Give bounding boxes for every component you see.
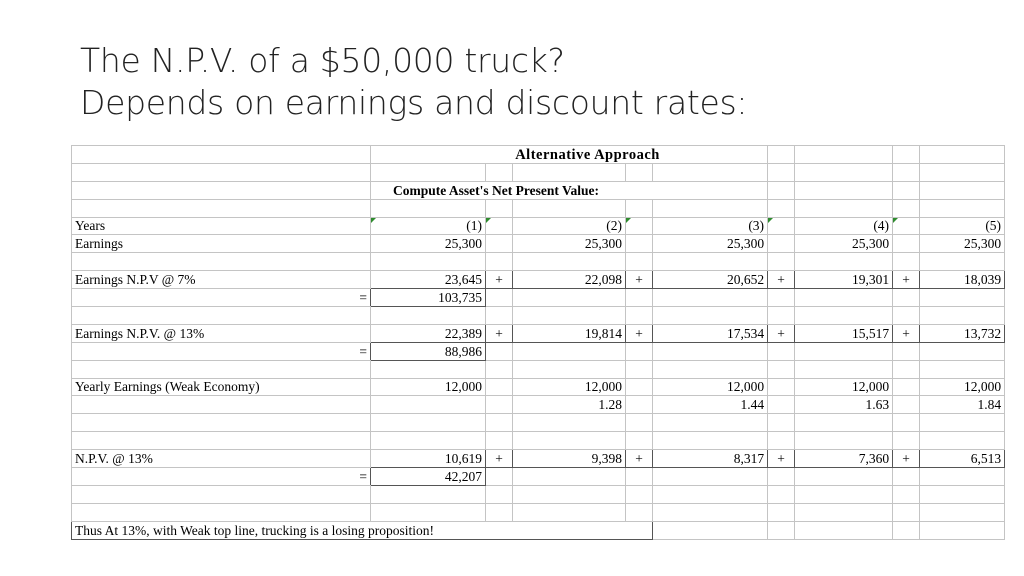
npv-weak-label: N.P.V. @ 13% (72, 450, 371, 468)
npv13-cell: 13,732 (920, 324, 1005, 342)
plus-sign: + (768, 324, 795, 342)
npv13-cell: 15,517 (795, 324, 893, 342)
npv-weak-cell: 8,317 (653, 450, 768, 468)
table-row (72, 485, 1005, 503)
year-cell: (3) (653, 217, 768, 235)
years-label: Years (72, 217, 371, 235)
plus-sign: + (626, 271, 653, 289)
table-row (72, 163, 1005, 181)
table-row (72, 146, 1005, 164)
table-row (72, 217, 1005, 235)
earnings-cell: 25,300 (653, 235, 768, 253)
earnings-cell: 25,300 (795, 235, 893, 253)
plus-sign: + (626, 450, 653, 468)
plus-sign: + (768, 450, 795, 468)
weak-earnings-label: Yearly Earnings (Weak Economy) (72, 378, 371, 396)
title-line-2: Depends on earnings and discount rates: (80, 83, 748, 122)
discount-factor-cell: 1.63 (795, 396, 893, 414)
plus-sign: + (893, 324, 920, 342)
npv-weak-total: 42,207 (371, 468, 486, 486)
earnings-cell: 25,300 (920, 235, 1005, 253)
weak-earnings-cell: 12,000 (795, 378, 893, 396)
weak-earnings-cell: 12,000 (513, 378, 626, 396)
table-row (72, 468, 1005, 486)
equals-sign: = (72, 289, 371, 307)
equals-sign: = (72, 468, 371, 486)
plus-sign: + (768, 271, 795, 289)
table-row (72, 378, 1005, 396)
year-cell: (4) (795, 217, 893, 235)
discount-factor-cell: 1.44 (653, 396, 768, 414)
plus-sign: + (486, 450, 513, 468)
earnings-label: Earnings (72, 235, 371, 253)
conclusion-text: Thus At 13%, with Weak top line, trucking is a losing proposition! (72, 521, 653, 539)
npv13-label: Earnings N.P.V. @ 13% (72, 324, 371, 342)
table-row (72, 342, 1005, 360)
plus-sign: + (486, 271, 513, 289)
npv-weak-cell: 6,513 (920, 450, 1005, 468)
plus-sign: + (486, 324, 513, 342)
table-row (72, 432, 1005, 450)
plus-sign: + (893, 271, 920, 289)
npv7-cell: 23,645 (371, 271, 486, 289)
weak-earnings-cell: 12,000 (371, 378, 486, 396)
table-row (72, 503, 1005, 521)
discount-factor-cell: 1.84 (920, 396, 1005, 414)
equals-sign: = (72, 342, 371, 360)
year-cell: (5) (920, 217, 1005, 235)
table-row (72, 396, 1005, 414)
plus-sign: + (626, 324, 653, 342)
table-row (72, 521, 1005, 539)
npv-table (71, 145, 1005, 540)
table-row (72, 414, 1005, 432)
plus-sign: + (893, 450, 920, 468)
earnings-cell: 25,300 (371, 235, 486, 253)
weak-earnings-cell: 12,000 (920, 378, 1005, 396)
table-row (72, 360, 1005, 378)
npv7-cell: 18,039 (920, 271, 1005, 289)
table-row (72, 324, 1005, 342)
table-row (72, 235, 1005, 253)
npv-weak-cell: 9,398 (513, 450, 626, 468)
table-row (72, 181, 1005, 199)
weak-earnings-cell: 12,000 (653, 378, 768, 396)
npv13-total: 88,986 (371, 342, 486, 360)
npv7-total: 103,735 (371, 289, 486, 307)
discount-factor-cell: 1.28 (513, 396, 626, 414)
year-cell: (2) (513, 217, 626, 235)
npv7-cell: 20,652 (653, 271, 768, 289)
slide-title (80, 40, 747, 124)
table-subheading: Compute Asset's Net Present Value: (371, 181, 768, 199)
spreadsheet (71, 145, 1002, 538)
table-row (72, 450, 1005, 468)
npv-weak-cell: 7,360 (795, 450, 893, 468)
year-cell: (1) (371, 217, 486, 235)
npv7-label: Earnings N.P.V @ 7% (72, 271, 371, 289)
npv13-cell: 22,389 (371, 324, 486, 342)
table-row (72, 271, 1005, 289)
table-row (72, 289, 1005, 307)
table-row (72, 199, 1005, 217)
title-line-1: The N.P.V. of a $50,000 truck? (80, 41, 565, 80)
earnings-cell: 25,300 (513, 235, 626, 253)
table-row (72, 253, 1005, 271)
npv13-cell: 17,534 (653, 324, 768, 342)
npv-weak-cell: 10,619 (371, 450, 486, 468)
npv7-cell: 22,098 (513, 271, 626, 289)
npv7-cell: 19,301 (795, 271, 893, 289)
table-heading: Alternative Approach (371, 146, 768, 164)
table-row (72, 307, 1005, 325)
npv13-cell: 19,814 (513, 324, 626, 342)
